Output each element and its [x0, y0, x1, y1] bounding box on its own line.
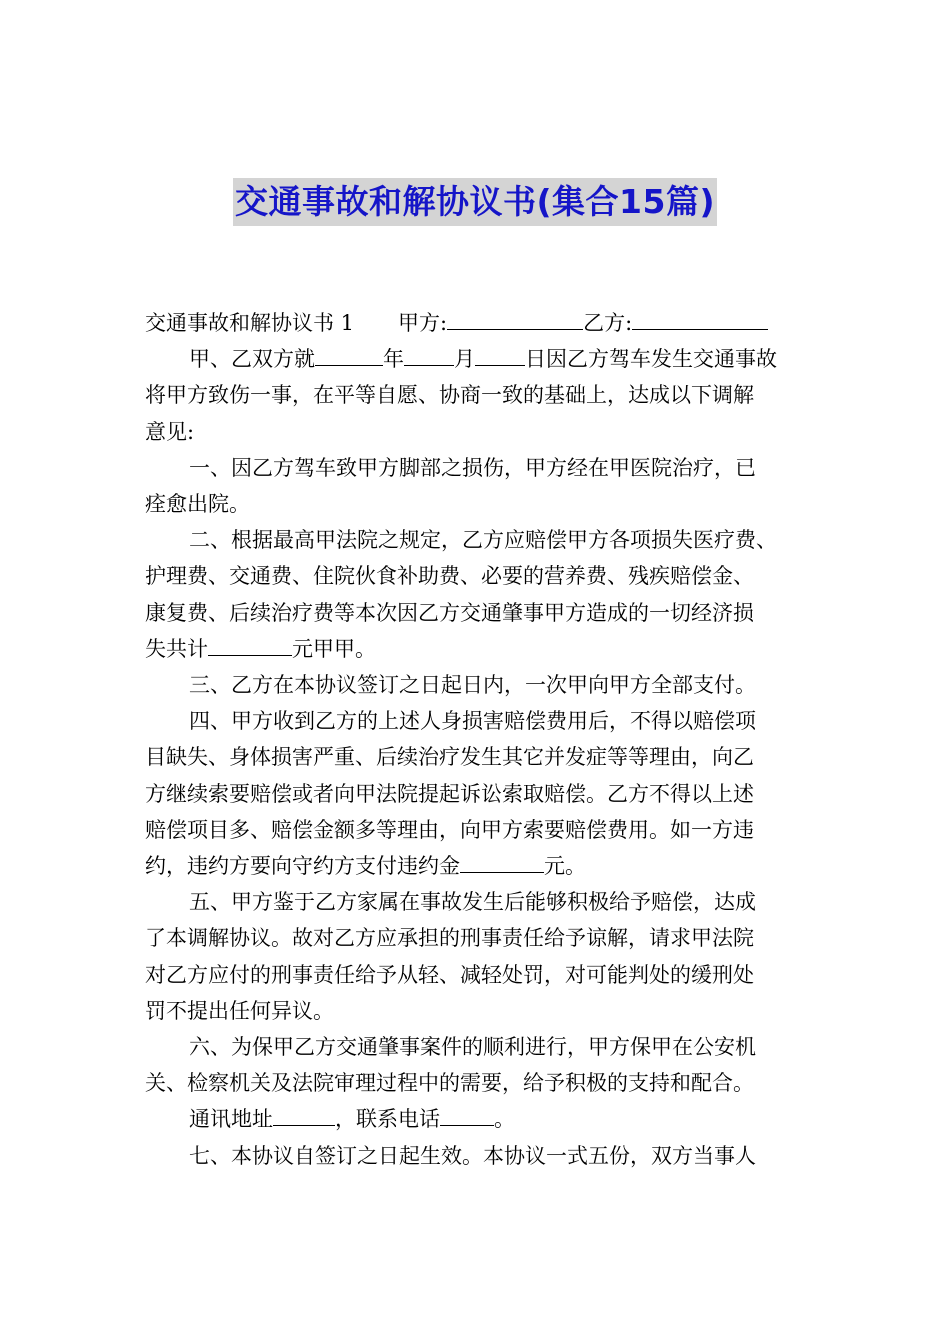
- address-blank: [273, 1103, 335, 1126]
- text-segment: ，联系电话: [335, 1107, 440, 1132]
- paragraph-line: 五、甲方鉴于乙方家属在事故发生后能够积极给予赔偿，达成: [189, 890, 756, 915]
- heading-line: [145, 305, 805, 341]
- agreement-heading: 交通事故和解协议书 1: [145, 311, 355, 335]
- party-b-blank: [632, 307, 768, 330]
- party-b-label: 乙方:: [583, 311, 633, 335]
- paragraph-line: [145, 848, 805, 884]
- paragraph-line: 痊愈出院。: [145, 492, 250, 517]
- year-blank: [315, 343, 383, 366]
- total-amount-blank: [208, 633, 292, 656]
- day-blank: [475, 343, 525, 366]
- paragraph-line: 护理费、交通费、住院伙食补助费、必要的营养费、残疾赔偿金、: [145, 564, 754, 589]
- paragraph-line: 二、根据最高甲法院之规定，乙方应赔偿甲方各项损失医疗费、: [189, 528, 777, 553]
- paragraph-line: [145, 341, 805, 377]
- paragraph-line: 方继续索要赔偿或者向甲法院提起诉讼索取赔偿。乙方不得以上述: [145, 781, 754, 806]
- text-segment: 约，违约方要向守约方支付违约金: [145, 854, 460, 879]
- month-blank: [404, 343, 454, 366]
- paragraph-line: 一、因乙方驾车致甲方脚部之损伤，甲方经在甲医院治疗，已: [189, 455, 756, 480]
- party-a-label: 甲方:: [398, 311, 448, 335]
- paragraph-line: 罚不提出任何异议。: [145, 998, 334, 1023]
- paragraph-line: 将甲方致伤一事，在平等自愿、协商一致的基础上，达成以下调解: [145, 383, 754, 408]
- paragraph-line: 了本调解协议。故对乙方应承担的刑事责任给予谅解，请求甲法院: [145, 926, 754, 951]
- text-segment: 通讯地址: [189, 1107, 273, 1132]
- title-block: [0, 178, 950, 226]
- paragraph-line: 七、本协议自签订之日起生效。本协议一式五份，双方当事人: [189, 1143, 756, 1168]
- phone-blank: [440, 1103, 494, 1126]
- text-segment: 月: [454, 347, 475, 372]
- paragraph-line: 四、甲方收到乙方的上述人身损害赔偿费用后，不得以赔偿项: [189, 709, 756, 734]
- paragraph-line: 意见:: [145, 419, 195, 444]
- text-segment: 。: [494, 1107, 515, 1132]
- text-segment: 失共计: [145, 636, 208, 661]
- paragraph-line: 关、检察机关及法院审理过程中的需要，给予积极的支持和配合。: [145, 1071, 754, 1096]
- paragraph-line: 康复费、后续治疗费等本次因乙方交通肇事甲方造成的一切经济损: [145, 600, 754, 625]
- paragraph-line: 对乙方应付的刑事责任给予从轻、减轻处罚，对可能判处的缓刑处: [145, 962, 754, 987]
- party-a-blank: [447, 307, 583, 330]
- paragraph-line: [145, 1101, 805, 1137]
- document-body: [145, 305, 805, 1174]
- text-segment: 元甲甲。: [292, 636, 376, 661]
- paragraph-line: 三、乙方在本协议签订之日起日内，一次甲向甲方全部支付。: [189, 673, 756, 698]
- paragraph-line: 六、为保甲乙方交通肇事案件的顺利进行，甲方保甲在公安机: [189, 1035, 756, 1060]
- text-segment: 甲、乙双方就: [189, 347, 315, 372]
- text-segment: 年: [383, 347, 404, 372]
- penalty-amount-blank: [460, 850, 544, 873]
- document-title: 交通事故和解协议书(集合15篇): [233, 178, 717, 226]
- text-segment: 日因乙方驾车发生交通事故: [525, 347, 777, 372]
- paragraph-line: [145, 631, 805, 667]
- paragraph-line: 赔偿项目多、赔偿金额多等理由，向甲方索要赔偿费用。如一方违: [145, 817, 754, 842]
- text-segment: 元。: [544, 854, 586, 879]
- paragraph-line: 目缺失、身体损害严重、后续治疗发生其它并发症等等理由，向乙: [145, 745, 754, 770]
